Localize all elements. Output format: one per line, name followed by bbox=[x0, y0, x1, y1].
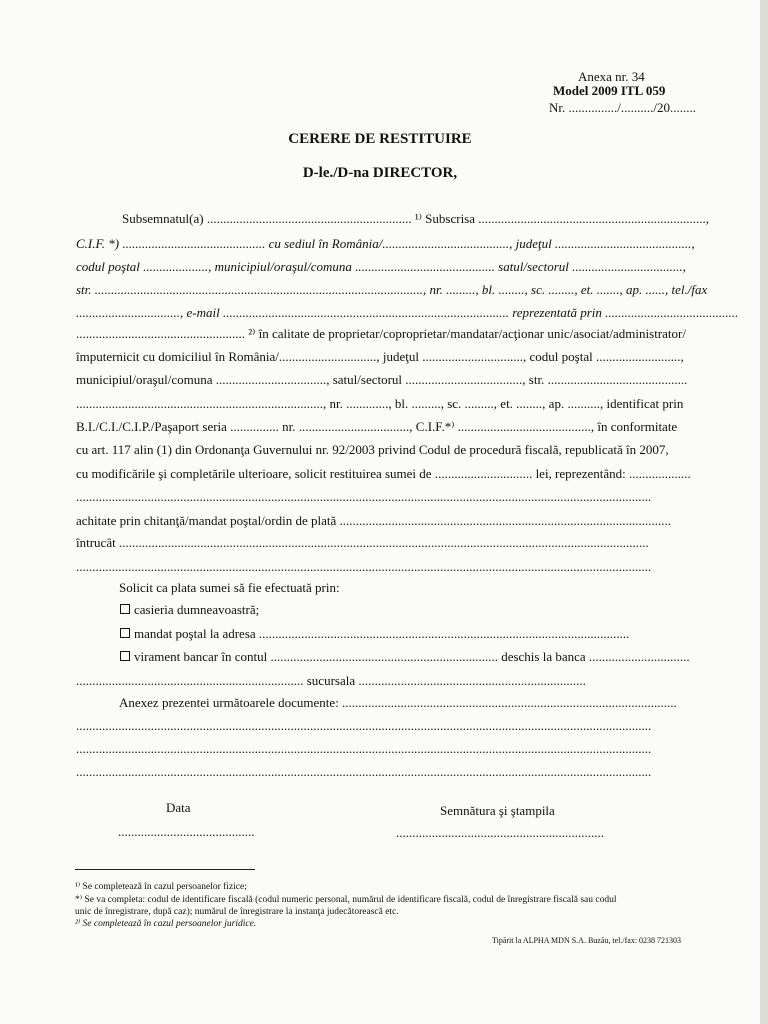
date-label: Data bbox=[166, 800, 191, 815]
branch-line: ...................................................................... sucursala ...................................................................... bbox=[76, 673, 586, 688]
payment-option-mail[interactable] bbox=[120, 626, 629, 642]
footnote-divider bbox=[75, 869, 255, 870]
body-line: achitate prin chitanţă/mandat poştal/ordin de plată ...................................................................................................... bbox=[76, 513, 672, 528]
body-line: ................................, e-mail ........................................................................................ reprezentată prin ......................................... bbox=[76, 305, 739, 320]
attachment-line: ................................................................................................................................................................................. bbox=[76, 764, 652, 779]
body-line: B.I./C.I./C.I.P./Paşaport seria ............... nr. .................................., C.I.F.*⁾ ........................................., în conformitate bbox=[76, 419, 678, 434]
attachments-label: Anexez prezentei următoarele documente: ....................................................................................................... bbox=[119, 695, 677, 710]
checkbox[interactable] bbox=[120, 651, 130, 661]
signature-field: ................................................................ bbox=[396, 825, 604, 840]
option-label: casieria dumneavoastră; bbox=[134, 602, 260, 617]
body-line: întrucât ................................................................................................................................................................... bbox=[76, 535, 649, 550]
addressee: D-le./D-na DIRECTOR, bbox=[302, 165, 458, 181]
body-line: .................................................... ²⁾ în calitate de proprietar/coproprietar/mandatar/acţionar unic/asociat/administrator/ bbox=[76, 326, 686, 341]
body-line: codul poştal ...................., municipiul/oraşul/comuna ........................................... satul/sectorul .................................., bbox=[76, 259, 686, 274]
checkbox[interactable] bbox=[120, 604, 130, 614]
body-line: C.I.F. *) ............................................ cu sediul în România/......................................., judeţul .........................................., bbox=[76, 236, 695, 251]
form-title: CERERE DE RESTITUIRE bbox=[288, 131, 472, 147]
body-line: ................................................................................................................................................................................. bbox=[76, 559, 652, 574]
body-line: Subsemnatul(a) ............................................................... ¹⁾ Subscrisa ......................................................................, bbox=[122, 211, 710, 226]
model-code: Model 2009 ITL 059 bbox=[553, 83, 666, 98]
checkbox[interactable] bbox=[120, 628, 130, 638]
registration-number-line: Nr. .............../........../20........ bbox=[549, 100, 696, 115]
body-line: împuternicit cu domiciliul în România/.............................., judeţul ..............................., codul poştal .........................., bbox=[76, 349, 684, 364]
body-line: str. ....................................................................................................., nr. ........., bl. ........, sc. ........, et. ......., ap. ......, tel./fax bbox=[76, 282, 708, 297]
payment-option-cash[interactable] bbox=[120, 602, 259, 618]
date-field: .......................................... bbox=[118, 824, 255, 839]
payment-intro: Solicit ca plata sumei să fie efectuată prin: bbox=[119, 580, 340, 595]
body-line: cu modificările şi completările ulterioare, solicit restituirea sumei de .............................. lei, reprezentând: ................... bbox=[76, 466, 691, 481]
option-label: virament bancar în contul ...................................................................... deschis la banca ............................... bbox=[134, 649, 690, 664]
payment-option-bank[interactable] bbox=[120, 649, 690, 665]
body-line: ............................................................................, nr. ............., bl. ........., sc. ........., et. ........, ap. .........., identificat prin bbox=[76, 396, 684, 411]
footnote: ¹⁾ Se completează în cazul persoanelor fizice; bbox=[75, 882, 247, 892]
page-edge bbox=[760, 0, 768, 1024]
option-label: mandat poştal la adresa .................................................................................................................. bbox=[134, 626, 630, 641]
attachment-line: ................................................................................................................................................................................. bbox=[76, 718, 652, 733]
footnote: *⁾ Se va completa: codul de identificare fiscală (codul numeric personal, numărul de identificare fiscală, codul de înregistrare fiscală sau codul bbox=[75, 895, 617, 905]
body-line: ................................................................................................................................................................................. bbox=[76, 489, 652, 504]
body-line: municipiul/oraşul/comuna .................................., satul/sectorul ...................................., str. ........................................... bbox=[76, 372, 688, 387]
annex-number: Anexa nr. 34 bbox=[578, 69, 645, 84]
body-line: cu art. 117 alin (1) din Ordonanţa Guvernului nr. 92/2003 privind Codul de procedură fiscală, republicată în 2007, bbox=[76, 442, 669, 457]
printer-credit: Tipărit la ALPHA MDN S.A. Buzău, tel./fax: 0238 721303 bbox=[492, 936, 682, 945]
footnote: ²⁾ Se completează în cazul persoanelor juridice. bbox=[75, 919, 257, 929]
attachment-line: ................................................................................................................................................................................. bbox=[76, 741, 652, 756]
signature-label: Semnătura şi ştampila bbox=[440, 803, 555, 818]
footnote: unic de înregistrare, după caz); numărul de înregistrare la instanţa judecătorească etc. bbox=[75, 907, 399, 917]
